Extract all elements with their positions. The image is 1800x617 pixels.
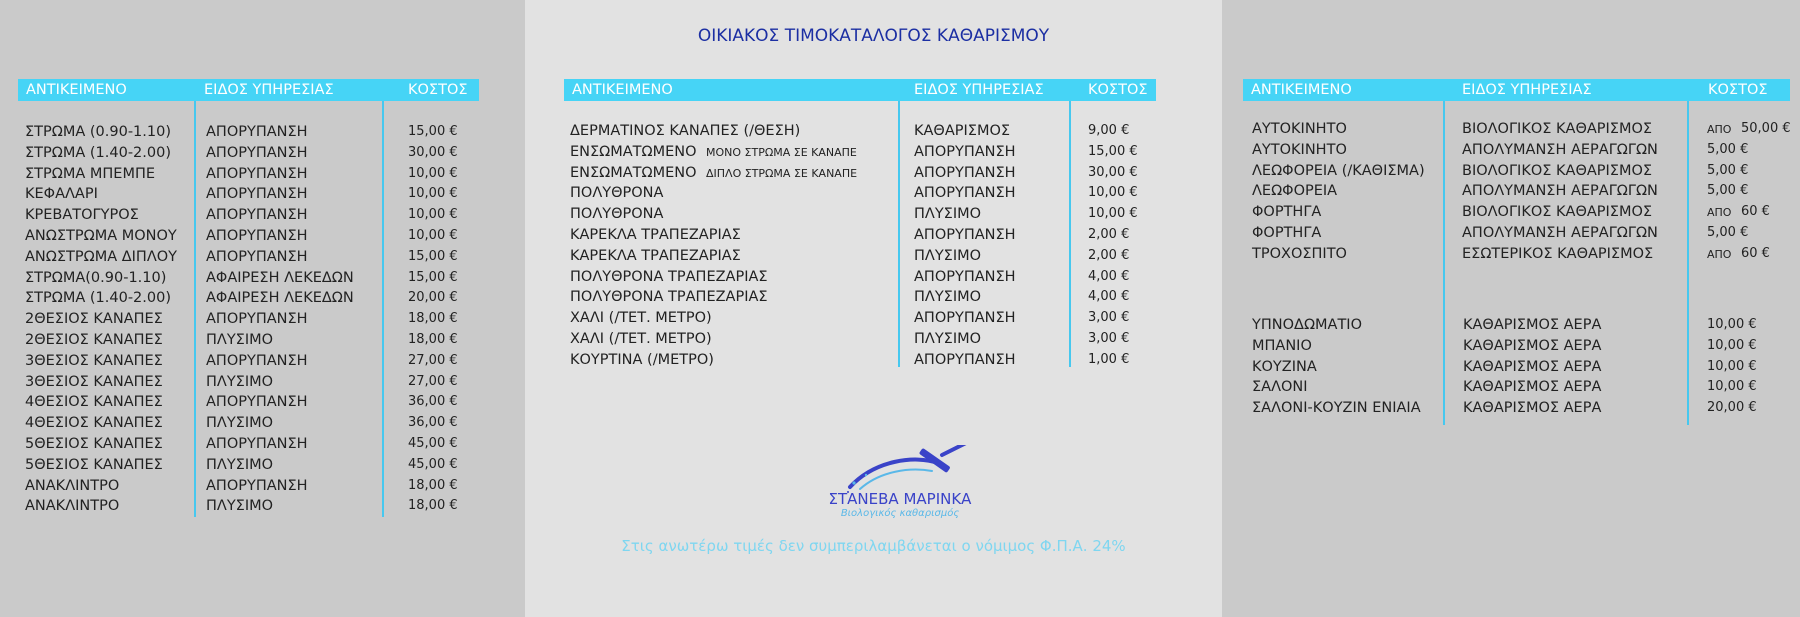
row-service: ΑΦΑΙΡΕΣΗ ΛΕΚΕΔΩΝ [206, 290, 354, 307]
row-item: ΑΝΑΚΛΙΝΤΡΟ [25, 477, 120, 494]
row-item: ΚΑΡΕΚΛΑ ΤΡΑΠΕΖΑΡΙΑΣ [570, 227, 741, 243]
mid-table-header [564, 79, 1156, 101]
row-cost: 20,00 € [408, 290, 458, 306]
row-cost: 20,00 € [1707, 400, 1757, 416]
row-item: 2ΘΕΣΙΟΣ ΚΑΝΑΠΕΣ [25, 332, 163, 348]
row-service: ΒΙΟΛΟΓΙΚΟΣ ΚΑΘΑΡΙΣΜΟΣ [1462, 204, 1653, 221]
row-item: ΣΤΡΩΜΑ(0.90-1.10) [25, 269, 167, 286]
header-cost: ΚΟΣΤΟΣ [1088, 82, 1148, 98]
row-cost-prefix: ΑΠΟ [1707, 247, 1732, 261]
row-service: ΑΠΟΛΥΜΑΝΣΗ ΑΕΡΑΓΩΓΩΝ [1462, 225, 1658, 241]
row-service: ΠΛΥΣΙΜΟ [914, 247, 982, 264]
row-service: ΚΑΘΑΡΙΣΜΟΣ ΑΕΡΑ [1463, 379, 1602, 396]
right-divider-1 [1443, 101, 1445, 425]
row-item: ΣΑΛΟΝΙ [1252, 379, 1308, 396]
row-cost: 15,00 € [408, 269, 458, 285]
row-item: ΧΑΛΙ (/ΤΕΤ. ΜΕΤΡΟ) [570, 331, 712, 347]
left-table-header [18, 79, 479, 101]
row-service: ΠΛΥΣΙΜΟ [206, 332, 274, 348]
mid-divider-2 [1069, 101, 1071, 367]
row-service: ΑΠΟΡΥΠΑΝΣΗ [206, 311, 308, 328]
header-service: ΕΙΔΟΣ ΥΠΗΡΕΣΙΑΣ [1462, 82, 1592, 98]
row-cost: 5,00 € [1707, 162, 1749, 178]
row-item: 5ΘΕΣΙΟΣ ΚΑΝΑΠΕΣ [25, 436, 163, 452]
row-service: ΠΛΥΣΙΜΟ [206, 415, 274, 432]
row-service: ΑΠΟΡΥΠΑΝΣΗ [206, 165, 308, 182]
row-service: ΑΠΟΛΥΜΑΝΣΗ ΑΕΡΑΓΩΓΩΝ [1462, 183, 1658, 200]
row-item: ΕΝΣΩΜΑΤΩΜΕΝΟ [570, 164, 697, 181]
row-cost: 30,00 € [408, 144, 458, 160]
row-service: ΑΠΟΡΥΠΑΝΣΗ [914, 268, 1016, 285]
row-service: ΠΛΥΣΙΜΟ [206, 498, 274, 515]
row-cost: 45,00 € [408, 436, 458, 451]
row-cost: 15,00 € [408, 248, 458, 264]
row-cost: 4,00 € [1088, 289, 1130, 305]
row-item: ΦΟΡΤΗΓΑ [1252, 204, 1322, 221]
row-item-detail: ΜΟΝΟ ΣΤΡΩΜΑ ΣΕ ΚΑΝΑΠΕ [706, 145, 857, 159]
row-cost: 18,00 € [408, 332, 458, 347]
row-service: ΠΛΥΣΙΜΟ [914, 289, 982, 306]
row-item: 2ΘΕΣΙΟΣ ΚΑΝΑΠΕΣ [25, 311, 163, 328]
row-service: ΑΠΟΡΥΠΑΝΣΗ [914, 351, 1016, 368]
row-cost: 4,00 € [1088, 268, 1130, 284]
row-item: ΑΥΤΟΚΙΝΗΤΟ [1252, 141, 1347, 158]
row-cost: 2,00 € [1088, 247, 1130, 263]
row-cost: 10,00 € [408, 207, 458, 223]
row-cost: 18,00 € [408, 477, 458, 493]
row-service: ΚΑΘΑΡΙΣΜΟΣ ΑΕΡΑ [1463, 317, 1602, 333]
row-item: ΤΡΟΧΟΣΠΙΤΟ [1252, 245, 1347, 262]
row-service: ΑΠΟΡΥΠΑΝΣΗ [206, 394, 308, 411]
row-service: ΑΠΟΡΥΠΑΝΣΗ [914, 185, 1016, 202]
row-cost: 18,00 € [408, 498, 458, 514]
row-item: ΕΝΣΩΜΑΤΩΜΕΝΟ [570, 143, 697, 160]
row-service: ΑΠΟΡΥΠΑΝΣΗ [914, 310, 1016, 327]
row-cost-prefix: ΑΠΟ [1707, 123, 1732, 136]
row-service: ΚΑΘΑΡΙΣΜΟΣ ΑΕΡΑ [1463, 337, 1602, 354]
row-item: ΑΥΤΟΚΙΝΗΤΟ [1252, 121, 1347, 137]
row-item: ΑΝΩΣΤΡΩΜΑ ΜΟΝΟΥ [25, 228, 177, 244]
row-item: ΣΤΡΩΜΑ (1.40-2.00) [25, 144, 171, 161]
row-item: 4ΘΕΣΙΟΣ ΚΑΝΑΠΕΣ [25, 415, 163, 432]
row-service: ΒΙΟΛΟΓΙΚΟΣ ΚΑΘΑΡΙΣΜΟΣ [1462, 162, 1653, 179]
row-item: ΑΝΑΚΛΙΝΤΡΟ [25, 498, 120, 515]
brand-subtitle: Βιολογικός καθαρισμός [840, 508, 960, 519]
row-service: ΠΛΥΣΙΜΟ [206, 373, 274, 390]
row-item: ΑΝΩΣΤΡΩΜΑ ΔΙΠΛΟΥ [25, 248, 178, 265]
header-item: ΑΝΤΙΚΕΙΜΕΝΟ [572, 82, 673, 98]
row-item: ΚΟΥΖΙΝΑ [1252, 358, 1317, 375]
row-item: ΚΟΥΡΤΙΝΑ (/ΜΕΤΡΟ) [570, 351, 714, 368]
mid-divider-1 [898, 101, 900, 367]
row-service: ΑΠΟΡΥΠΑΝΣΗ [206, 207, 308, 224]
right-table-header [1243, 79, 1790, 101]
row-item: ΠΟΛΥΘΡΟΝΑ [570, 206, 664, 223]
row-cost: 10,00 € [1707, 358, 1757, 374]
row-cost: 27,00 € [408, 373, 458, 389]
row-item: ΜΠΑΝΙΟ [1252, 337, 1312, 354]
row-cost: 36,00 € [408, 394, 458, 410]
row-service: ΑΠΟΡΥΠΑΝΣΗ [206, 477, 308, 494]
row-cost: 5,00 € [1707, 225, 1749, 240]
row-item: 3ΘΕΣΙΟΣ ΚΑΝΑΠΕΣ [25, 373, 163, 390]
row-item: ΣΤΡΩΜΑ (1.40-2.00) [25, 290, 171, 307]
row-item: ΠΟΛΥΘΡΟΝΑ ΤΡΑΠΕΖΑΡΙΑΣ [570, 289, 768, 306]
row-cost: 10,00 € [1707, 337, 1757, 353]
row-item: ΣΑΛΟΝΙ-ΚΟΥΖΙΝ ΕΝΙΑΙΑ [1252, 400, 1421, 417]
row-cost: 45,00 € [408, 456, 458, 472]
row-cost: 10,00 € [1707, 317, 1757, 332]
header-service: ΕΙΔΟΣ ΥΠΗΡΕΣΙΑΣ [204, 82, 334, 98]
row-cost: 5,00 € [1707, 141, 1749, 157]
row-item-detail: ΔΙΠΛΟ ΣΤΡΩΜΑ ΣΕ ΚΑΝΑΠΕ [706, 166, 858, 180]
row-service: ΑΠΟΡΥΠΑΝΣΗ [206, 228, 308, 244]
row-cost: 60 € [1741, 204, 1770, 220]
row-item: ΣΤΡΩΜΑ ΜΠΕΜΠΕ [25, 165, 156, 182]
right-divider-2 [1687, 101, 1689, 425]
row-item: 5ΘΕΣΙΟΣ ΚΑΝΑΠΕΣ [25, 456, 163, 473]
row-service: ΑΠΟΛΥΜΑΝΣΗ ΑΕΡΑΓΩΓΩΝ [1462, 141, 1658, 158]
row-service: ΑΠΟΡΥΠΑΝΣΗ [206, 436, 308, 452]
row-service: ΠΛΥΣΙΜΟ [914, 206, 982, 223]
header-item: ΑΝΤΙΚΕΙΜΕΝΟ [1251, 82, 1352, 98]
row-service: ΑΠΟΡΥΠΑΝΣΗ [206, 186, 308, 203]
row-cost: 50,00 € [1741, 121, 1791, 136]
row-cost: 10,00 € [1707, 379, 1757, 395]
row-cost: 36,00 € [408, 415, 458, 431]
row-service: ΑΠΟΡΥΠΑΝΣΗ [914, 227, 1016, 243]
row-item: ΚΑΡΕΚΛΑ ΤΡΑΠΕΖΑΡΙΑΣ [570, 247, 741, 264]
row-item: ΛΕΩΦΟΡΕΙΑ (/ΚΑΘΙΣΜΑ) [1252, 162, 1425, 179]
row-cost: 15,00 € [1088, 143, 1138, 159]
row-service: ΑΠΟΡΥΠΑΝΣΗ [206, 248, 308, 265]
row-cost: 3,00 € [1088, 331, 1130, 346]
row-service: ΚΑΘΑΡΙΣΜΟΣ ΑΕΡΑ [1463, 358, 1602, 375]
left-divider-1 [194, 101, 196, 517]
row-cost: 5,00 € [1707, 183, 1749, 199]
row-cost: 10,00 € [1088, 185, 1138, 201]
row-service: ΑΠΟΡΥΠΑΝΣΗ [914, 164, 1016, 181]
page-title: ΟΙΚΙΑΚΟΣ ΤΙΜΟΚΑΤΑΛΟΓΟΣ ΚΑΘΑΡΙΣΜΟΥ [697, 26, 1050, 46]
row-item: ΧΑΛΙ (/ΤΕΤ. ΜΕΤΡΟ) [570, 310, 712, 327]
row-item: ΥΠΝΟΔΩΜΑΤΙΟ [1252, 317, 1362, 333]
header-cost: ΚΟΣΤΟΣ [408, 82, 468, 98]
row-service: ΑΠΟΡΥΠΑΝΣΗ [206, 124, 308, 140]
row-item: ΛΕΩΦΟΡΕΙΑ [1252, 183, 1338, 200]
row-cost: 9,00 € [1088, 123, 1130, 138]
row-cost: 1,00 € [1088, 351, 1130, 367]
row-item: ΔΕΡΜΑΤΙΝΟΣ ΚΑΝΑΠΕΣ (/ΘΕΣΗ) [570, 123, 801, 139]
row-cost: 60 € [1741, 245, 1770, 261]
row-cost: 2,00 € [1088, 227, 1130, 242]
row-service: ΠΛΥΣΙΜΟ [206, 456, 274, 473]
row-service: ΠΛΥΣΙΜΟ [914, 331, 982, 347]
row-cost: 10,00 € [408, 165, 458, 181]
row-cost: 30,00 € [1088, 164, 1138, 180]
row-item: ΦΟΡΤΗΓΑ [1252, 225, 1322, 241]
row-cost: 10,00 € [1088, 206, 1138, 222]
row-cost: 15,00 € [408, 124, 458, 139]
header-item: ΑΝΤΙΚΕΙΜΕΝΟ [26, 82, 127, 98]
header-cost: ΚΟΣΤΟΣ [1708, 82, 1768, 98]
row-cost: 10,00 € [408, 228, 458, 243]
header-service: ΕΙΔΟΣ ΥΠΗΡΕΣΙΑΣ [914, 82, 1044, 98]
row-service: ΚΑΘΑΡΙΣΜΟΣ [914, 123, 1011, 139]
row-cost: 10,00 € [408, 186, 458, 202]
row-cost: 27,00 € [408, 352, 458, 368]
row-item: ΚΕΦΑΛΑΡΙ [25, 186, 98, 203]
row-item: ΠΟΛΥΘΡΟΝΑ [570, 185, 664, 202]
row-service: ΑΠΟΡΥΠΑΝΣΗ [206, 352, 308, 369]
row-cost: 18,00 € [408, 311, 458, 327]
row-item: ΣΤΡΩΜΑ (0.90-1.10) [25, 124, 171, 140]
vat-note: Στις ανωτέρω τιμές δεν συμπεριλαμβάνεται ο νόμιμος Φ.Π.Α. 24% [621, 537, 1126, 555]
row-item: 3ΘΕΣΙΟΣ ΚΑΝΑΠΕΣ [25, 352, 163, 369]
row-item: 4ΘΕΣΙΟΣ ΚΑΝΑΠΕΣ [25, 394, 163, 411]
row-service: ΑΠΟΡΥΠΑΝΣΗ [206, 144, 308, 161]
row-cost: 3,00 € [1088, 310, 1130, 326]
row-service: ΚΑΘΑΡΙΣΜΟΣ ΑΕΡΑ [1463, 400, 1602, 417]
row-item: ΠΟΛΥΘΡΟΝΑ ΤΡΑΠΕΖΑΡΙΑΣ [570, 268, 768, 285]
row-cost-prefix: ΑΠΟ [1707, 206, 1732, 220]
row-service: ΕΣΩΤΕΡΙΚΟΣ ΚΑΘΑΡΙΣΜΟΣ [1462, 245, 1654, 262]
row-service: ΒΙΟΛΟΓΙΚΟΣ ΚΑΘΑΡΙΣΜΟΣ [1462, 121, 1653, 137]
brand-name: ΣΤΑΝΕΒΑ ΜΑΡΙΝΚΑ [828, 490, 972, 508]
left-divider-2 [382, 101, 384, 517]
row-service: ΑΦΑΙΡΕΣΗ ΛΕΚΕΔΩΝ [206, 269, 354, 286]
row-service: ΑΠΟΡΥΠΑΝΣΗ [914, 143, 1016, 160]
row-item: ΚΡΕΒΑΤΟΓΥΡΟΣ [25, 207, 139, 224]
